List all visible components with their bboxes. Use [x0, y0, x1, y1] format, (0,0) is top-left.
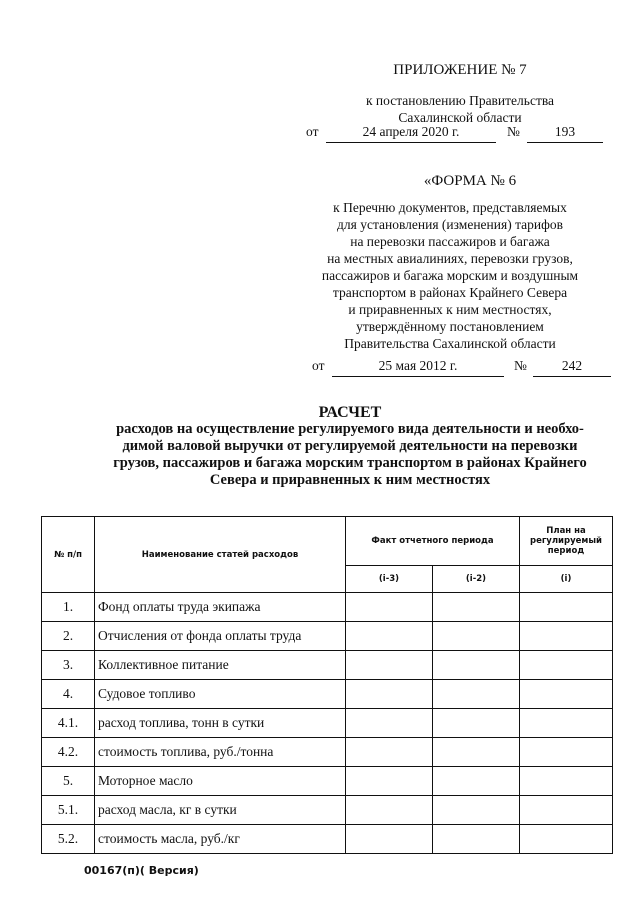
- heading-line: расходов на осуществление регулируемого вида деятельности и необхо-: [116, 421, 584, 437]
- cell-i2: [433, 796, 520, 825]
- cell-i: [520, 796, 613, 825]
- table-row: [42, 680, 613, 709]
- cell-i2: [433, 825, 520, 854]
- heading-line: Севера и приравненных к ним местностях: [209, 472, 491, 488]
- form-number: 242: [533, 358, 611, 377]
- cell-i: [520, 709, 613, 738]
- cell-i3: [346, 825, 433, 854]
- row-num: 5.: [42, 767, 95, 796]
- appendix-num-label: №: [507, 124, 520, 139]
- cell-i: [520, 825, 613, 854]
- row-num: 1.: [42, 593, 95, 622]
- cell-i: [520, 622, 613, 651]
- cell-i3: [346, 651, 433, 680]
- form-line: на местных авиалиниях, перевозки грузов,: [327, 251, 573, 266]
- cell-i2: [433, 767, 520, 796]
- row-name: стоимость масла, руб./кг: [95, 825, 346, 854]
- cell-i3: [346, 796, 433, 825]
- table-row: [42, 796, 613, 825]
- cell-i3: [346, 680, 433, 709]
- cell-i: [520, 651, 613, 680]
- table-row: [42, 825, 613, 854]
- expense-table: [41, 516, 613, 854]
- cell-i2: [433, 709, 520, 738]
- appendix-number: 193: [527, 124, 603, 143]
- cell-i2: [433, 651, 520, 680]
- row-num: 5.1.: [42, 796, 95, 825]
- cell-i3: [346, 709, 433, 738]
- footer-code: 00167(п)( Версия): [84, 864, 199, 877]
- cell-i: [520, 680, 613, 709]
- cell-i: [520, 767, 613, 796]
- appendix-title: ПРИЛОЖЕНИЕ № 7: [393, 62, 527, 78]
- cell-i3: [346, 593, 433, 622]
- calculation-heading: [60, 404, 640, 489]
- header-fact: Факт отчетного периода: [346, 517, 520, 566]
- row-name: Коллективное питание: [95, 651, 346, 680]
- cell-i3: [346, 767, 433, 796]
- cell-i: [520, 738, 613, 767]
- row-name: Фонд оплаты труда экипажа: [95, 593, 346, 622]
- cell-i2: [433, 738, 520, 767]
- row-name: расход топлива, тонн в сутки: [95, 709, 346, 738]
- cell-i3: [346, 622, 433, 651]
- form-line: пассажиров и багажа морским и воздушным: [321, 268, 579, 283]
- heading-title: РАСЧЕТ: [318, 404, 382, 421]
- form-line: и приравненных к ним местностях,: [348, 302, 552, 317]
- row-name: Судовое топливо: [95, 680, 346, 709]
- form-title: «ФОРМА № 6: [423, 173, 517, 189]
- row-num: 4.2.: [42, 738, 95, 767]
- form-from-label: от: [312, 358, 325, 373]
- cell-i3: [346, 738, 433, 767]
- row-num: 5.2.: [42, 825, 95, 854]
- appendix-line1: к постановлению Правительства: [365, 93, 555, 108]
- cell-i2: [433, 680, 520, 709]
- table-row: [42, 767, 613, 796]
- form-line: для установления (изменения) тарифов: [337, 217, 563, 232]
- appendix-from-label: от: [306, 124, 319, 139]
- form-num-label: №: [514, 358, 527, 373]
- appendix-decree: [330, 92, 590, 126]
- form-date: 25 мая 2012 г.: [332, 358, 504, 377]
- row-num: 4.1.: [42, 709, 95, 738]
- heading-line: димой валовой выручки от регулируемой деятельности на перевозки: [122, 438, 578, 454]
- form-perechen: [280, 199, 620, 352]
- row-name: расход масла, кг в сутки: [95, 796, 346, 825]
- heading-line: грузов, пассажиров и багажа морским транспортом в районах Крайнего: [113, 455, 587, 471]
- form-line: к Перечню документов, представляемых: [333, 200, 567, 215]
- table-row: [42, 651, 613, 680]
- appendix-date: 24 апреля 2020 г.: [326, 124, 496, 143]
- form-line: на перевозки пассажиров и багажа: [350, 234, 550, 249]
- header-sub-i2: (i-2): [433, 566, 520, 593]
- header-num: № п/п: [42, 517, 95, 593]
- form-line: утверждённому постановлением: [356, 319, 544, 334]
- appendix-line2: Сахалинской области: [398, 110, 522, 125]
- table-row: [42, 738, 613, 767]
- row-num: 2.: [42, 622, 95, 651]
- table-row: [42, 622, 613, 651]
- header-name: Наименование статей расходов: [95, 517, 346, 593]
- table-row: [42, 593, 613, 622]
- row-name: стоимость топлива, руб./тонна: [95, 738, 346, 767]
- row-name: Отчисления от фонда оплаты труда: [95, 622, 346, 651]
- row-num: 4.: [42, 680, 95, 709]
- cell-i2: [433, 622, 520, 651]
- cell-i2: [433, 593, 520, 622]
- form-line: Правительства Сахалинской области: [344, 336, 556, 351]
- table-row: [42, 709, 613, 738]
- header-plan: План на регулируемый период: [520, 517, 613, 566]
- cell-i: [520, 593, 613, 622]
- header-sub-i3: (i-3): [346, 566, 433, 593]
- row-name: Моторное масло: [95, 767, 346, 796]
- row-num: 3.: [42, 651, 95, 680]
- form-line: транспортом в районах Крайнего Севера: [332, 285, 568, 300]
- header-sub-i: (i): [520, 566, 613, 593]
